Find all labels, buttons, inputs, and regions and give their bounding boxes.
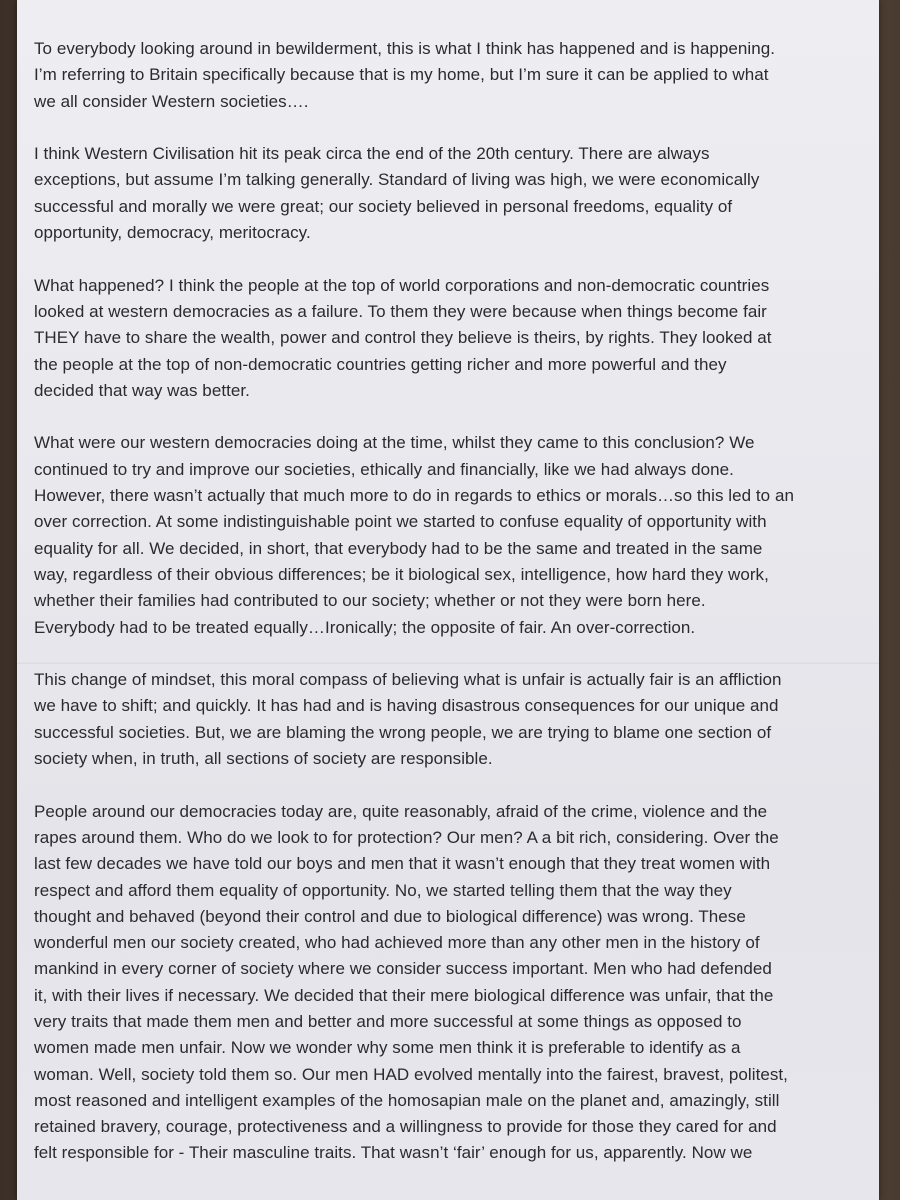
text-line: To everybody looking around in bewilderment, this is what I think has happened and is happening.: [34, 39, 775, 58]
text-line: equality for all. We decided, in short, that everybody had to be the same and treated in the same: [34, 538, 763, 558]
text-line: looked at western democracies as a failure. To them they were because when things become fair: [34, 301, 767, 321]
text-line: However, there wasn’t actually that much more to do in regards to ethics or morals…so this led to an: [34, 486, 794, 506]
text-line: successful and morally we were great; our society believed in personal freedoms, equality of: [34, 196, 733, 216]
text-line: decided that way was better.: [34, 380, 250, 400]
text-line: Everybody had to be treated equally…Ironically; the opposite of fair. An over-correction.: [34, 617, 696, 637]
letter-body: [34, 36, 874, 1193]
text-line: This change of mindset, this moral compass of believing what is unfair is actually fair is an affliction: [34, 670, 782, 690]
text-line: People around our democracies today are, quite reasonably, afraid of the crime, violence and the: [34, 801, 768, 821]
text-line: felt responsible for - Their masculine traits. That wasn’t ‘fair’ enough for us, apparently. Now we: [34, 1143, 753, 1163]
text-line: we have to shift; and quickly. It has had and is having disastrous consequences for our unique and: [34, 696, 779, 716]
text-line: rapes around them. Who do we look to for protection? Our men? A a bit rich, considering. Over the: [34, 827, 779, 847]
text-line: women made men unfair. Now we wonder why some men think it is preferable to identify as a: [34, 1038, 741, 1058]
text-line: last few decades we have told our boys and men that it wasn’t enough that they treat women with: [34, 854, 771, 874]
text-line: the people at the top of non-democratic countries getting richer and more powerful and they: [34, 354, 727, 374]
text-line: retained bravery, courage, protectiveness and a willingness to provide for those they cared for and: [34, 1117, 777, 1137]
text-line: very traits that made them men and better and more successful at some things as opposed to: [34, 1011, 742, 1031]
text-line: woman. Well, society told them so. Our men HAD evolved mentally into the fairest, bravest, politest,: [34, 1064, 788, 1084]
text-line: exceptions, but assume I’m talking generally. Standard of living was high, we were economically: [34, 170, 760, 190]
text-line: I’m referring to Britain specifically because that is my home, but I’m sure it can be applied to what: [34, 65, 769, 85]
paragraph-4: [34, 430, 874, 640]
paragraph-5: [34, 667, 874, 772]
text-line: whether their families had contributed to our society; whether or not they were born here.: [34, 591, 706, 611]
text-line: continued to try and improve our societies, ethically and financially, like we had always done.: [34, 459, 734, 479]
text-line: THEY have to share the wealth, power and control they believe is theirs, by rights. They looked at: [34, 328, 772, 348]
paragraph-2: [34, 141, 874, 246]
paragraph-1: [34, 36, 874, 115]
text-line: opportunity, democracy, meritocracy.: [34, 223, 311, 243]
text-line: wonderful men our society created, who had achieved more than any other men in the history of: [34, 933, 760, 953]
text-line: What happened? I think the people at the top of world corporations and non-democratic countries: [34, 275, 770, 295]
text-line: I think Western Civilisation hit its peak circa the end of the 20th century. There are always: [34, 144, 710, 164]
paper-sheet: [17, 0, 879, 1200]
text-line: we all consider Western societies….: [34, 91, 309, 111]
text-line: successful societies. But, we are blaming the wrong people, we are trying to blame one section of: [34, 722, 772, 742]
text-line: What were our western democracies doing at the time, whilst they came to this conclusion? We: [34, 433, 755, 453]
text-line: way, regardless of their obvious differences; be it biological sex, intelligence, how hard they work,: [34, 564, 769, 584]
text-line: most reasoned and intelligent examples of the homosapian male on the planet and, amazingly, still: [34, 1090, 780, 1110]
text-line: thought and behaved (beyond their control and due to biological difference) was wrong. These: [34, 906, 746, 926]
text-line: mankind in every corner of society where we consider success important. Men who had defended: [34, 959, 772, 979]
paragraph-3: [34, 273, 874, 404]
text-line: society when, in truth, all sections of society are responsible.: [34, 749, 493, 769]
text-line: it, with their lives if necessary. We decided that their mere biological difference was unfair, that the: [34, 985, 774, 1005]
text-line: over correction. At some indistinguishable point we started to confuse equality of opportunity with: [34, 512, 767, 532]
text-line: respect and afford them equality of opportunity. No, we started telling them that the way they: [34, 880, 732, 900]
paragraph-6: [34, 799, 874, 1167]
